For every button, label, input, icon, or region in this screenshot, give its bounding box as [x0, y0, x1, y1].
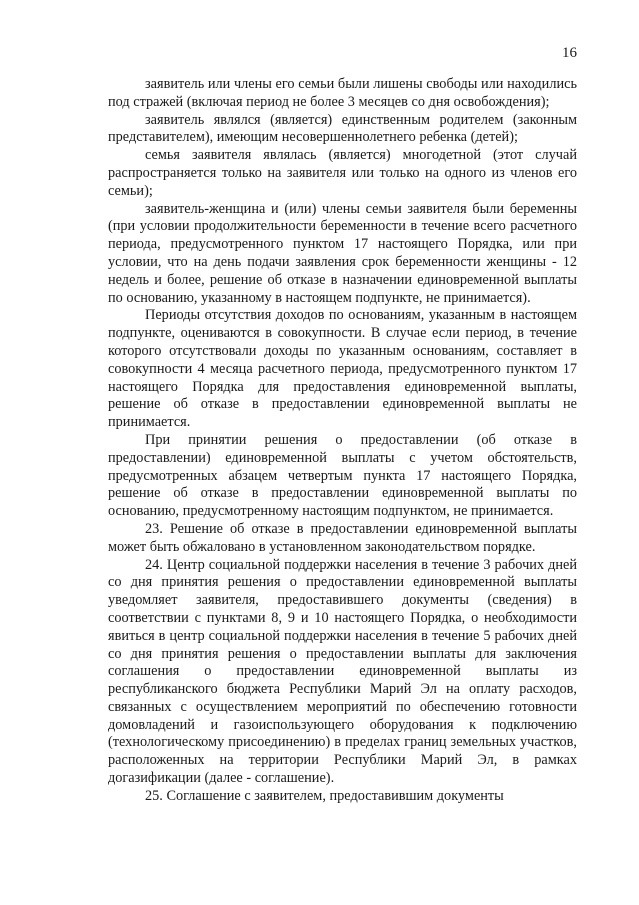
page-number: 16	[562, 45, 577, 61]
paragraph-item-24: 24. Центр социальной поддержки населения в течение 3 рабочих дней со дня принятия решения о предоставлении единовременной выплаты уведомляет заявителя, предоставившего документы (сведения) в соответствии с пунктами 8, 9 и 10 настоящего Порядка, о необходимости явиться в центр социальной поддержки населения в течение 5 рабочих дней со дня принятия решения о предоставлении выплаты для заключения соглашения о предоставлении единовременной выплаты из республиканского бюджета Республики Марий Эл на оплату расходов, связанных с осуществлением мероприятий по обеспечению готовности домовладений и газоиспользующего оборудования к подключению (технологическому присоединению) в пределах границ земельных участков, расположенных на территории Республики Марий Эл, в рамках догазификации (далее - соглашение).	[108, 556, 577, 787]
paragraph-item-23: 23. Решение об отказе в предоставлении единовременной выплаты может быть обжаловано в установленном законодательством порядке.	[108, 520, 577, 555]
paragraph-item-25: 25. Соглашение с заявителем, предоставившим документы	[145, 787, 504, 804]
document-body	[108, 76, 577, 806]
paragraph-single-parent: заявитель являлся (является) единственным родителем (законным представителем), имеющим несовершеннолетнего ребенка (детей);	[108, 111, 577, 146]
paragraph-pregnancy: заявитель-женщина и (или) члены семьи заявителя были беременны (при условии продолжительности беременности в течение всего расчетного периода, предусмотренного пунктом 17 настоящего Порядка, или при условии, что на день подачи заявления срок беременности женщины - 12 недель и более, решение об отказе в назначении единовременной выплаты по основанию, указанному в настоящем подпункте, не принимается).	[108, 200, 577, 306]
paragraph-periods-without-income: Периоды отсутствия доходов по основаниям, указанным в настоящем подпункте, оцениваются в совокупности. В случае если период, в течение которого отсутствовали доходы по указанным основаниям, составляет в совокупности 4 месяца расчетного периода, предусмотренного пунктом 17 настоящего Порядка для предоставления единовременной выплаты, решение об отказе в предоставлении единовременной выплаты не принимается.	[108, 307, 577, 431]
paragraph-large-family: семья заявителя являлась (является) многодетной (этот случай распространяется только на заявителя или только на одного из членов его семьи);	[108, 147, 577, 199]
paragraph-circumstances: При принятии решения о предоставлении (об отказе в предоставлении) единовременной выплаты с учетом обстоятельств, предусмотренных абзацем четвертым пункта 17 настоящего Порядка, решение об отказе в предоставлении единовременной выплаты по основанию, предусмотренному настоящим подпунктом, не принимается.	[108, 431, 577, 520]
paragraph-deprived-of-liberty: заявитель или члены его семьи были лишены свободы или находились под стражей (включая период не более 3 месяцев со дня освобождения);	[108, 76, 577, 110]
